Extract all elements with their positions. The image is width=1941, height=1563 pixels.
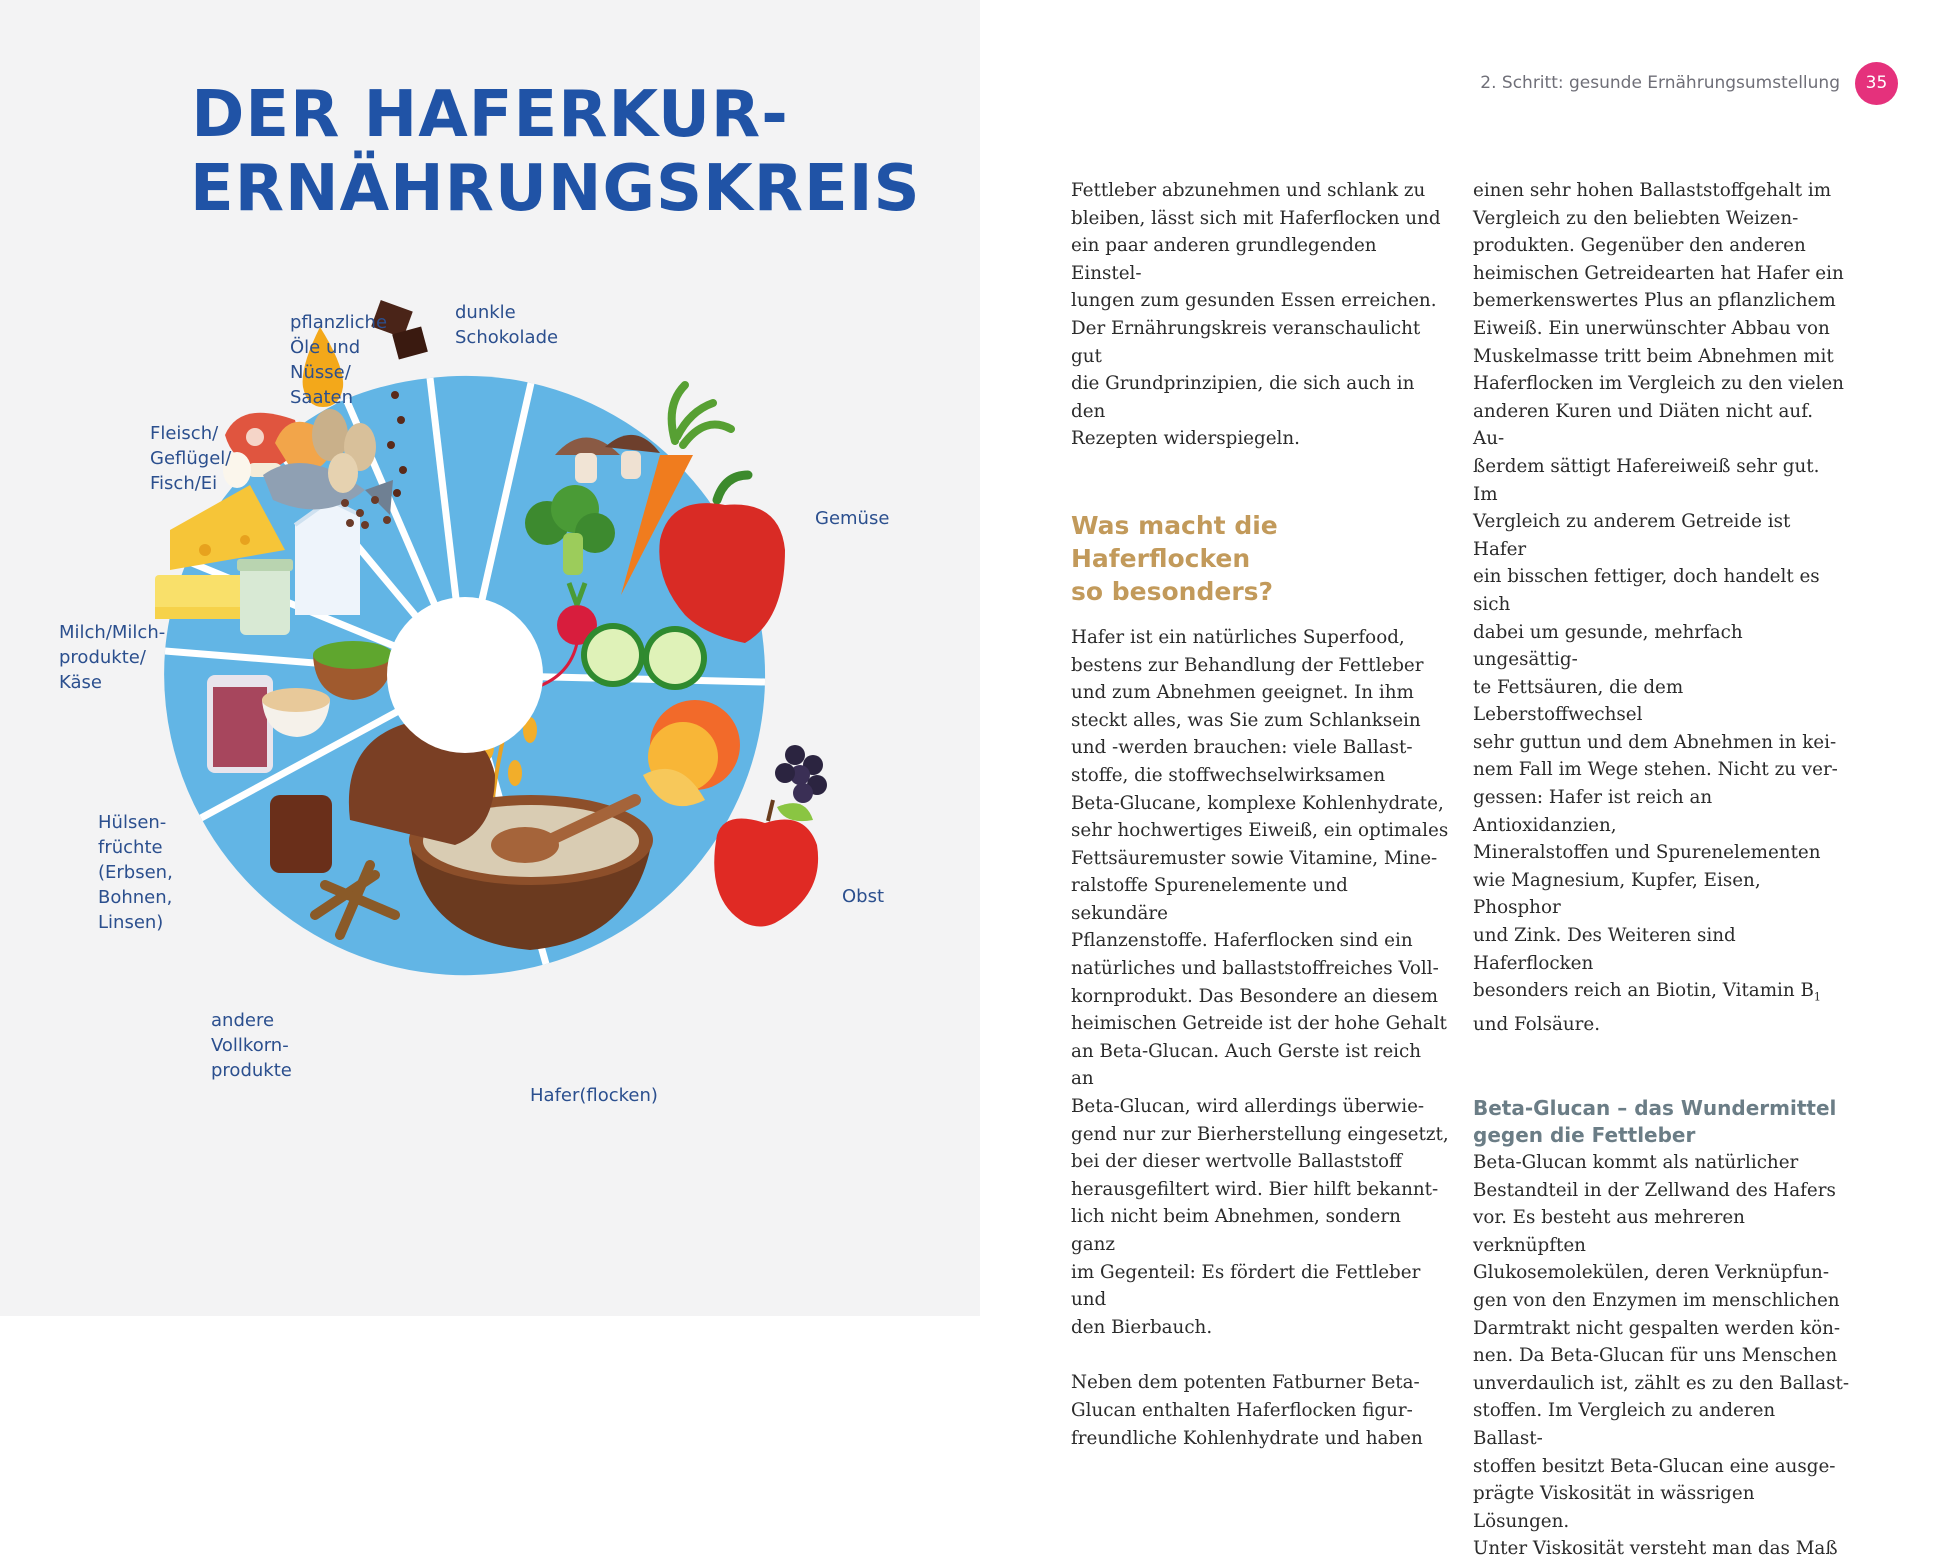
title-line-1: DER HAFERKUR-: [191, 78, 789, 152]
text-column-1: [1071, 177, 1449, 1452]
segment-label-legumes: Hülsen- früchte (Erbsen, Bohnen, Linsen): [98, 812, 173, 933]
bean-jar-icon: [207, 675, 273, 773]
segment-label-oats: Hafer(flocken): [530, 1085, 658, 1106]
vitamin-subscript: 1: [1813, 990, 1821, 1004]
text-column-2: [1473, 177, 1849, 1563]
segment-label-fruit: Obst: [842, 886, 885, 907]
yogurt-cup-icon: [237, 559, 293, 635]
infographic-title: [190, 78, 921, 226]
subsection-heading: Beta-Glucan – das Wundermittel gegen die Fettleber: [1473, 1096, 1837, 1148]
wheel-center: [387, 597, 543, 753]
milk-carton-icon: [295, 500, 360, 615]
segment-label-oils-nuts: pflanzliche Öle und Nüsse/ Saaten: [290, 312, 388, 408]
segment-label-dairy: Milch/Milch- produkte/ Käse: [59, 622, 166, 693]
body-paragraph-beta-glucan: Beta-Glucan kommt als natürlicher Bestandteil in der Zellwand des Hafers vor. Es besteht aus mehreren verknüpften Glukosemolekülen, deren Verknüpfun- gen von den Enzymen im menschlichen Darmtrakt nicht gespalten werden kön- nen. Da Beta-Glucan für uns Menschen unverdaulich ist, zählt es zu den Ballast- stoffen. Im Vergleich zu anderen Ballast- stoffen besitzt Beta-Glucan eine ausge- prägte Viskosität in wässrigen Lösungen. Unter Viskosität versteht man das Maß: [1473, 1152, 1849, 1560]
body-paragraph-protein: [1473, 177, 1849, 1039]
protein-text-end: und Folsäure.: [1473, 1014, 1601, 1036]
title-line-2: ERNÄHRUNGSKREIS: [190, 152, 921, 226]
nutrition-wheel: [165, 375, 765, 975]
section-heading: Was macht die Haferflocken so besonders?: [1071, 510, 1278, 606]
page-number-badge: 35: [1855, 62, 1898, 105]
body-paragraph-superfood: Hafer ist ein natürliches Superfood, bestens zur Behandlung der Fettleber und zum Abnehmen geeignet. In ihm steckt alles, was Sie zum Schlanksein und -werden brauchen: viele Ballast- stoffe, die stoffwechselwirksamen Beta-Glucane, komplexe Kohlenhydrate, sehr hochwertiges Eiweiß, ein optimales Fettsäuremuster sowie Vitamine, Mine- ralstoffe Spurenelemente und sekundäre Pflanzenstoffe. Haferflocken sind ein natürliches und ballaststoffreiches Voll- kornprodukt. Das Besondere an diesem heimischen Getreide ist der hohe Gehalt an Beta-Glucan. Auch Gerste ist reich an Beta-Glucan, wird allerdings überwie- gend nur zur Bierherstellung eingesetzt, bei der dieser wertvolle Ballaststoff herausgefiltert wird. Bier hilft bekannt- lich nicht beim Abnehmen, sondern ganz im Gegenteil: Es fördert die Fettleber und den Bierbauch.: [1071, 626, 1449, 1338]
body-paragraph-fatburner: Neben dem potenten Fatburner Beta- Glucan enthalten Haferflocken figur- freundliche Kohlenhydrate und haben: [1071, 1372, 1423, 1449]
running-head: 2. Schritt: gesunde Ernährungsumstellung: [1480, 73, 1840, 93]
apple-icon: [714, 800, 818, 927]
segment-label-chocolate: dunkle Schokolade: [455, 302, 559, 348]
protein-text: einen sehr hohen Ballaststoffgehalt im Vergleich zu den beliebten Weizen- produkten. Gegenüber den anderen heimischen Getreidearten hat Hafer ein bemerkenswertes Plus an pflanzlichem Eiweiß. Ein unerwünschter Abbau von Muskelmasse tritt beim Abnehmen mit Haferflocken im Vergleich zu den vielen anderen Kuren und Diäten nicht auf. Au- ßerdem sättigt Hafereiweiß sehr gut. Im Vergleich zu anderem Getreide ist Hafer ein bisschen fettiger, doch handelt es sich dabei um gesunde, mehrfach ungesättig- te Fettsäuren, die dem Leberstoffwechsel sehr guttun und dem Abnehmen in kei- nem Fall im Wege stehen. Nicht zu ver- gessen: Hafer ist reich an Antioxidanzien, Mineralstoffen und Spurenelementen wie Magnesium, Kupfer, Eisen, Phosphor und Zink. Des Weiteren sind Haferflocken besonders reich an Biotin, Vitamin B: [1473, 180, 1844, 1002]
blackberry-icon: [775, 745, 827, 803]
segment-label-wholegrain: andere Vollkorn- produkte: [211, 1010, 292, 1081]
butter-icon: [155, 575, 250, 619]
segment-label-meat-fish-egg: Fleisch/ Geflügel/ Fisch/Ei: [150, 423, 232, 494]
intro-paragraph: Fettleber abzunehmen und schlank zu bleiben, lässt sich mit Haferflocken und ein paar anderen grundlegenden Einstel- lungen zum gesunden Essen erreichen. Der Ernährungskreis veranschaulicht gut die Grundprinzipien, die sich auch in den Rezepten widerspiegeln.: [1071, 180, 1441, 450]
segment-label-vegetables: Gemüse: [815, 508, 890, 529]
left-page-infographic: [0, 0, 980, 1316]
